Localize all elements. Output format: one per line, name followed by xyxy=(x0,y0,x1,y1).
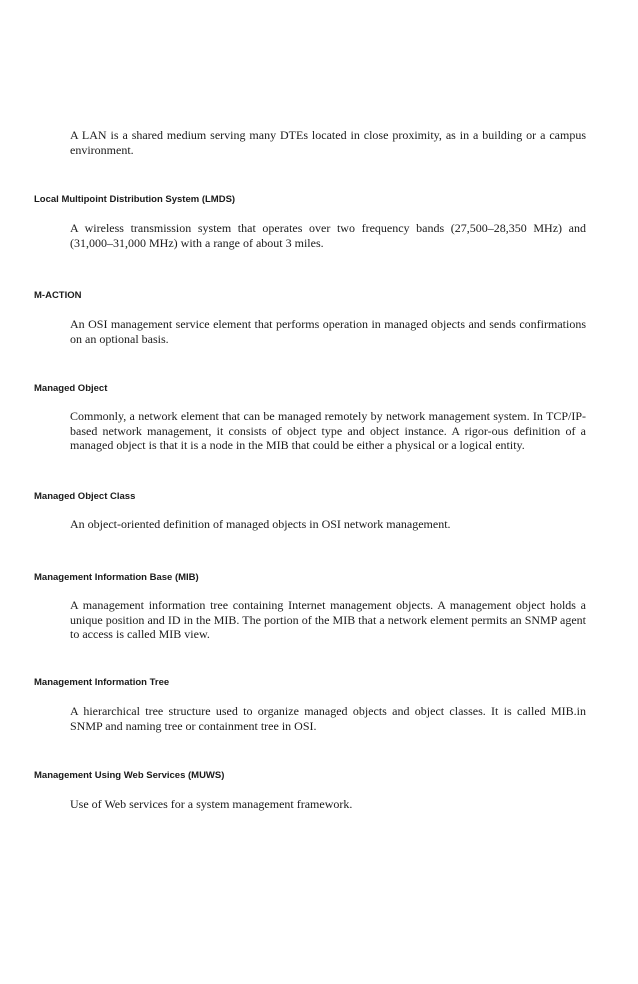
definition-mib: A management information tree containing Internet management objects. A management object holds a unique position and ID in the MIB. The portion of the MIB that a network element permits an SNMP agent to access is called MIB view. xyxy=(70,598,586,641)
definition-lan: A LAN is a shared medium serving many DTEs located in close proximity, as in a building or a campus environment. xyxy=(70,128,586,157)
term-managed-object-class: Managed Object Class xyxy=(34,491,136,502)
definition-managed-object: Commonly, a network element that can be managed remotely by network management system. In TCP/IP-based network management, it consists of object type and object instance. A rigor-ous definition of a managed object is that it is a node in the MIB that could be either a physical or a logical entity. xyxy=(70,409,586,452)
term-lmds: Local Multipoint Distribution System (LMDS) xyxy=(34,194,236,205)
definition-managed-object-class: An object-oriented definition of managed objects in OSI network management. xyxy=(70,517,451,531)
term-managed-object: Managed Object xyxy=(34,383,108,394)
term-m-action: M-ACTION xyxy=(34,290,82,301)
definition-m-action: An OSI management service element that performs operation in managed objects and sends confirmations on an optional basis. xyxy=(70,317,586,346)
term-management-information-tree: Management Information Tree xyxy=(34,677,170,688)
term-muws: Management Using Web Services (MUWS) xyxy=(34,770,225,781)
definition-management-information-tree: A hierarchical tree structure used to organize managed objects and object classes. It is called MIB.in SNMP and naming tree or containment tree in OSI. xyxy=(70,704,586,733)
definition-muws: Use of Web services for a system management framework. xyxy=(70,797,353,811)
definition-lmds: A wireless transmission system that operates over two frequency bands (27,500–28,350 MHz) and (31,000–31,000 MHz) with a range of about 3 miles. xyxy=(70,221,586,250)
term-mib: Management Information Base (MIB) xyxy=(34,572,199,583)
